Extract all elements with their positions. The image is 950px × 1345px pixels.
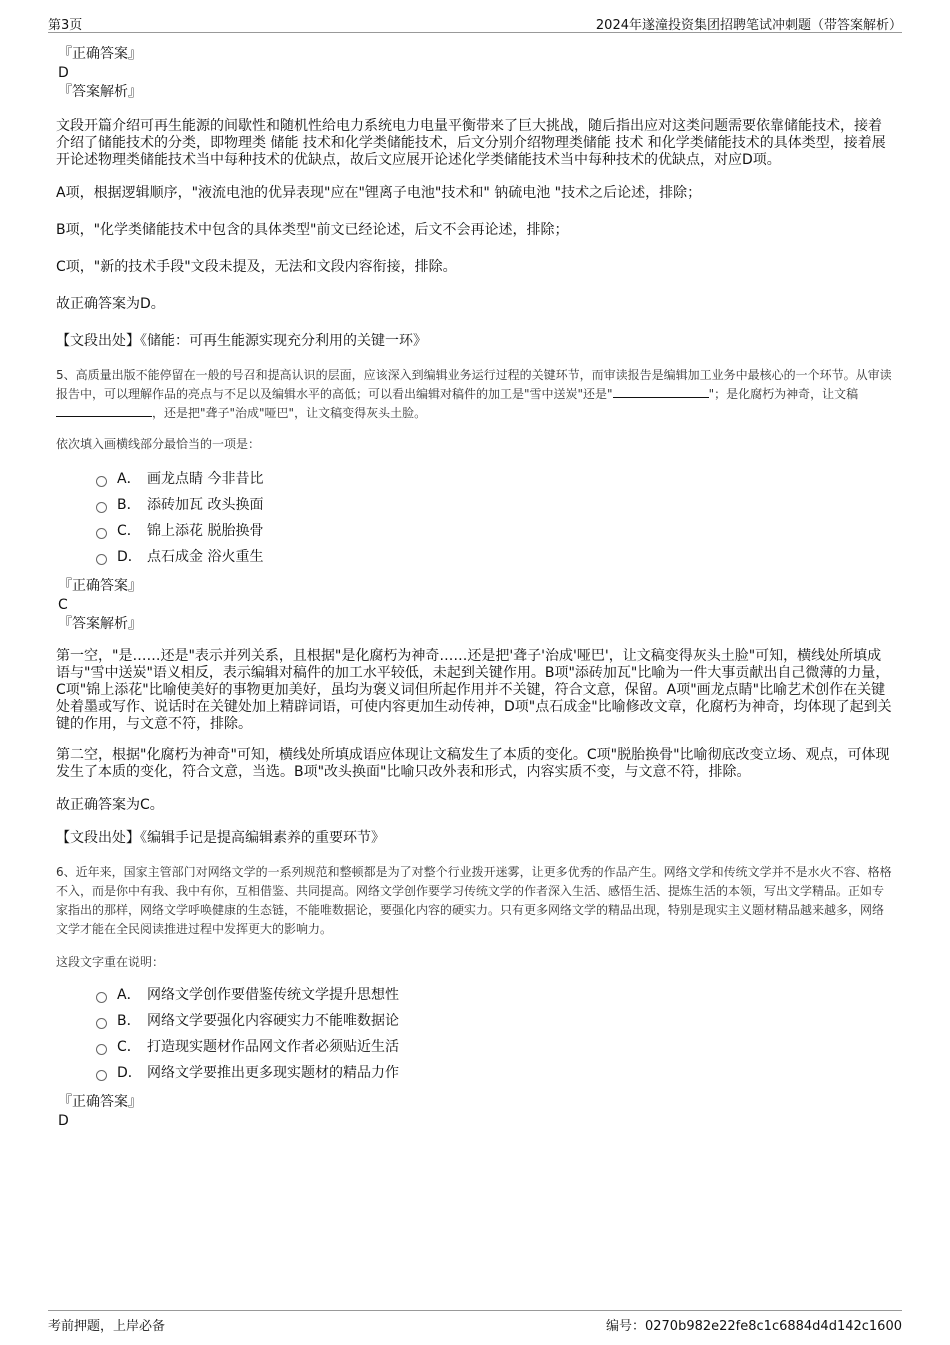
radio-icon[interactable]	[96, 992, 107, 1003]
page-footer	[48, 1310, 902, 1337]
q5-stem	[56, 366, 894, 423]
q5-blank-2	[56, 405, 152, 417]
q5-options	[96, 466, 894, 570]
q5-analysis-p1: 第一空，"是……还是"表示并列关系，且根据"是化腐朽为神奇……还是把'聋子'治成'哑巴'，让文稿变得灰头土脸"可知，横线处所填成语与"雪中送炭"语义相反，表示编辑对稿件的加工水平较低，未起到关键作用。B项"添砖加瓦"比喻为一件大事贡献出自己微薄的力量，C项"锦上添花"比喻使美好的事物更加美好，虽均为褒义词但所起作用并不关键，符合文意，保留。A项"画龙点睛"比喻艺术创作在关键处着墨或写作、说话时在关键处加上精辟词语，可使内容更加生动传神，D项"点石成金"比喻修改文章，化腐朽为神奇，均体现了起到关键的作用，与文意不符，排除。	[56, 648, 892, 732]
document-id: 编号：0270b982e22fe8c1c6884d4d142c1600	[605, 1319, 902, 1334]
q4-source: 【文段出处】《储能：可再生能源实现充分利用的关键一环》	[56, 333, 427, 349]
page-content	[56, 44, 894, 1130]
q4-analysis-p4: C项，"新的技术手段"文段未提及，无法和文段内容衔接，排除。	[56, 259, 457, 275]
footer-slogan: 考前押题，上岸必备	[48, 1319, 166, 1334]
q5-stem-part-1: 5、高质量出版不能停留在一般的号召和提高认识的层面，应该深入到编辑业务运行过程的关键环节，而审读报告是编辑加工业务中最核心的一个环节。从审读报告中，可以理解作品的亮点与不足以及编辑水平的高低；可以看出编辑对稿件的加工是"雪中送炭"还是"	[56, 368, 892, 401]
q6-option-b[interactable]: B． 网络文学要强化内容硬实力不能唯数据论	[96, 1008, 894, 1034]
correct-answer-label: 『正确答案』	[58, 578, 142, 594]
correct-answer-label: 『正确答案』	[58, 46, 142, 62]
q5-blank-1	[613, 386, 709, 398]
correct-answer-label: 『正确答案』	[58, 1094, 142, 1110]
analysis-label: 『答案解析』	[58, 616, 142, 632]
radio-icon[interactable]	[96, 1044, 107, 1055]
q6-options	[96, 982, 894, 1086]
q6-option-d[interactable]: D． 网络文学要推出更多现实题材的精品力作	[96, 1060, 894, 1086]
radio-icon[interactable]	[96, 528, 107, 539]
document-title: 2024年遂潼投资集团招聘笔试冲刺题（带答案解析）	[595, 18, 902, 33]
q4-analysis-p5: 故正确答案为D。	[56, 296, 165, 312]
q6-stem: 6、近年来，国家主管部门对网络文学的一系列规范和整顿都是为了对整个行业拨开迷雾，让更多优秀的作品产生。网络文学和传统文学并不是水火不容、格格不入，而是你中有我、我中有你，互相借鉴、共同提高。网络文学创作要学习传统文学的作者深入生活、感悟生活、提炼生活的本领，写出文学精品。正如专家指出的那样，网络文学呼唤健康的生态链，不能唯数据论，要强化内容的硬实力。只有更多网络文学的精品出现，特别是现实主义题材精品越来越多，网络文学才能在全民阅读推进过程中发挥更大的影响力。	[56, 865, 892, 936]
radio-icon[interactable]	[96, 476, 107, 487]
q6-option-a[interactable]: A． 网络文学创作要借鉴传统文学提升思想性	[96, 982, 894, 1008]
page-header	[48, 12, 902, 33]
q5-prompt: 依次填入画横线部分最恰当的一项是：	[56, 437, 261, 451]
q4-analysis-p2: A项，根据逻辑顺序，"液流电池的优异表现"应在"锂离子电池"技术和" 钠硫电池 "技术之后论述，排除；	[56, 185, 702, 201]
q5-option-a[interactable]: A． 画龙点睛 今非昔比	[96, 466, 894, 492]
q6-answer: D	[58, 1113, 69, 1129]
q5-option-d[interactable]: D． 点石成金 浴火重生	[96, 544, 894, 570]
q5-analysis-p2: 第二空，根据"化腐朽为神奇"可知，横线处所填成语应体现让文稿发生了本质的变化。C项"脱胎换骨"比喻彻底改变立场、观点，可体现发生了本质的变化，符合文意，当选。B项"改头换面"比喻只改外表和形式，内容实质不变，与文意不符，排除。	[56, 747, 890, 780]
radio-icon[interactable]	[96, 554, 107, 565]
q5-stem-part-2: "；是化腐朽为神奇，让文稿	[708, 387, 859, 401]
q6-prompt: 这段文字重在说明：	[56, 955, 165, 969]
q4-analysis-p3: B项，"化学类储能技术中包含的具体类型"前文已经论述，后文不会再论述，排除；	[56, 222, 569, 238]
analysis-label: 『答案解析』	[58, 84, 142, 100]
radio-icon[interactable]	[96, 1070, 107, 1081]
q5-option-c[interactable]: C． 锦上添花 脱胎换骨	[96, 518, 894, 544]
q5-stem-part-3: ，还是把"聋子"治成"哑巴"，让文稿变得灰头土脸。	[152, 406, 427, 420]
page-number: 第3页	[48, 18, 83, 33]
q6-option-c[interactable]: C． 打造现实题材作品网文作者必须贴近生活	[96, 1034, 894, 1060]
q5-source: 【文段出处】《编辑手记是提高编辑素养的重要环节》	[56, 830, 385, 846]
q5-analysis-p3: 故正确答案为C。	[56, 797, 164, 813]
radio-icon[interactable]	[96, 502, 107, 513]
radio-icon[interactable]	[96, 1018, 107, 1029]
q4-answer: D	[58, 65, 69, 81]
q5-option-b[interactable]: B． 添砖加瓦 改头换面	[96, 492, 894, 518]
q5-answer: C	[58, 597, 68, 613]
q4-analysis-p1: 文段开篇介绍可再生能源的间歇性和随机性给电力系统电力电量平衡带来了巨大挑战，随后指出应对这类问题需要依靠储能技术，接着介绍了储能技术的分类，即物理类 储能 技术和化学类储能技术，后文分别介绍物理类储能 技术 和化学类储能技术的具体类型，接着展开论述物理类储能技术当中每种技术的优缺点，故后文应展开论述化学类储能技术当中每种技术的优缺点，对应D项。	[56, 118, 886, 168]
